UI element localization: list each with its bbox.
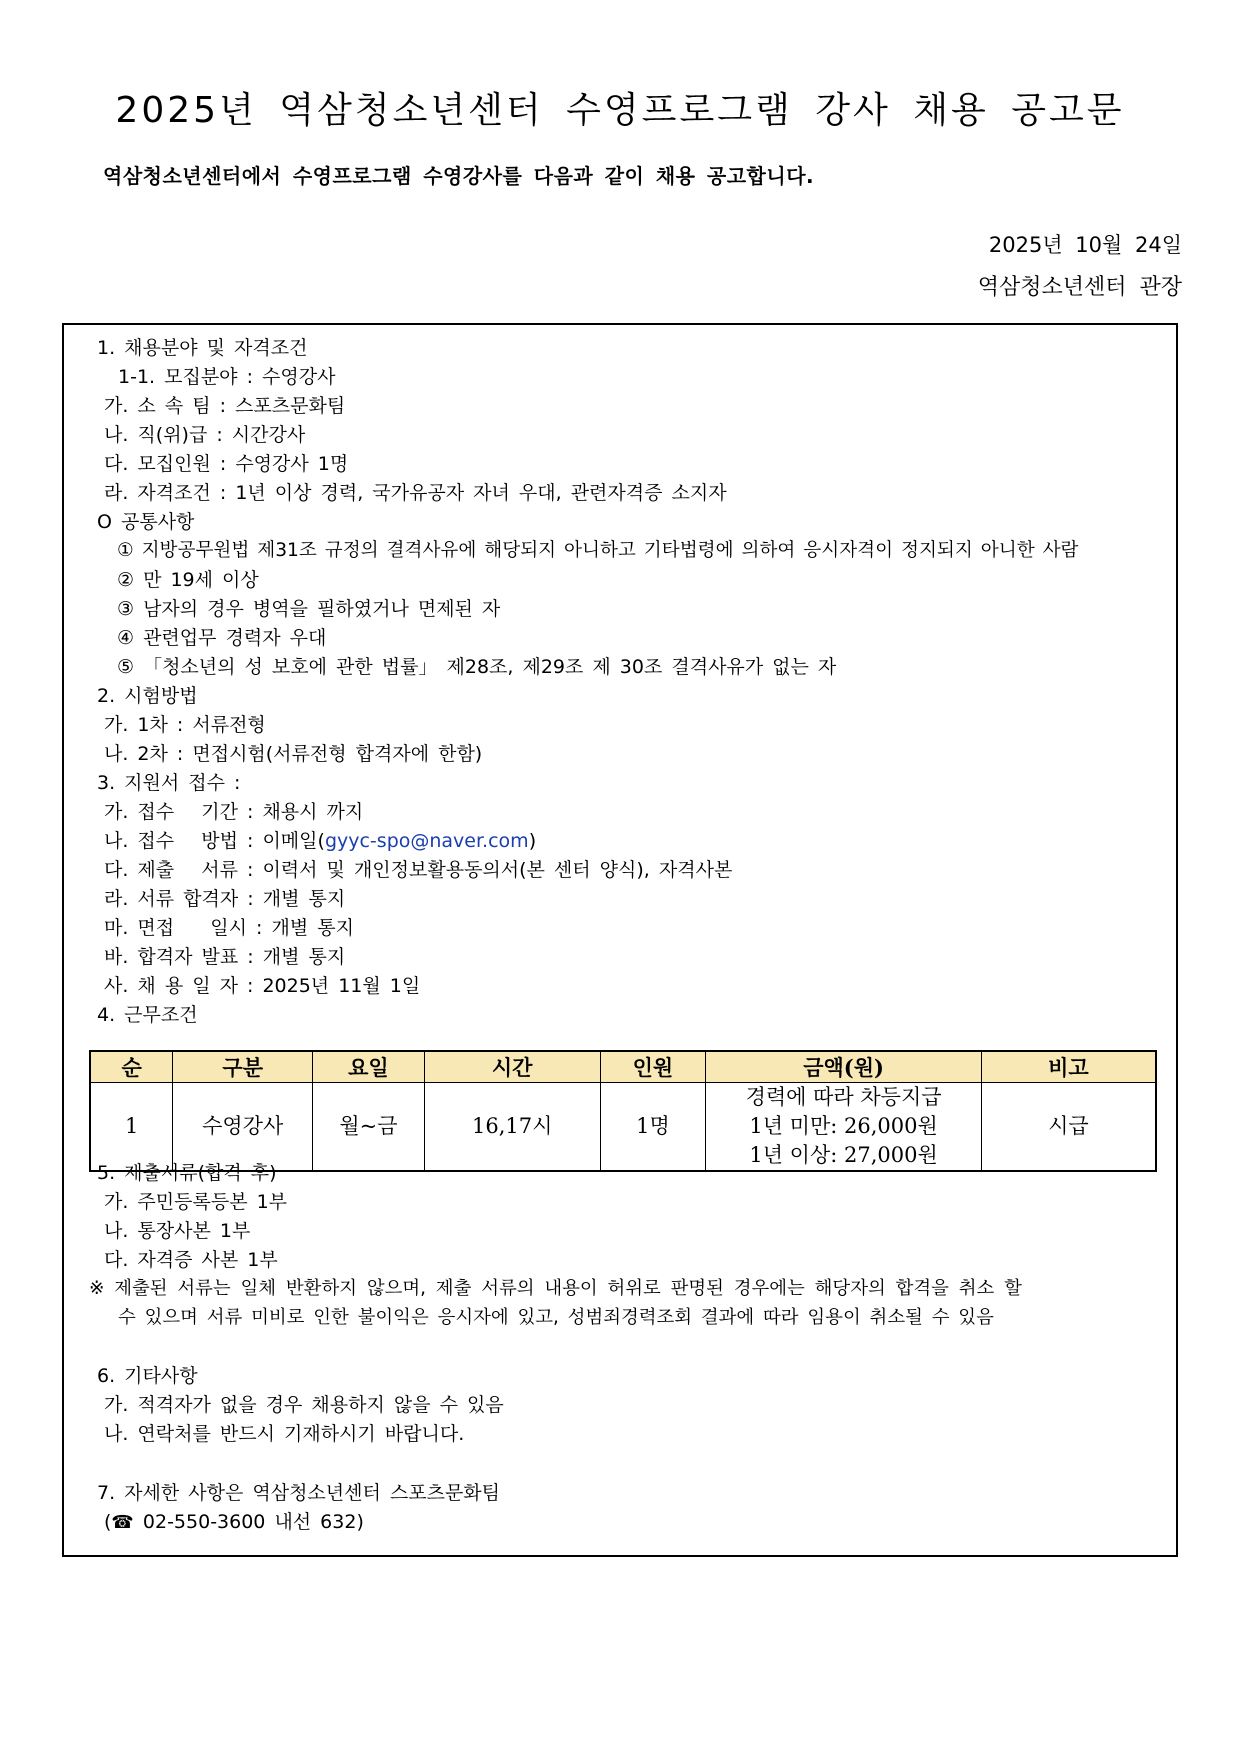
list-item-email	[104, 828, 536, 854]
list-item: 다. 제출 서류 : 이력서 및 개인정보활용동의서(본 센터 양식), 자격사본	[104, 859, 733, 881]
list-item: 나. 2차 : 면접시험(서류전형 합격자에 한함)	[104, 743, 483, 765]
list-item: 가. 적격자가 없을 경우 채용하지 않을 수 있음	[104, 1394, 504, 1416]
list-item: ③ 남자의 경우 병역을 필하였거나 면제된 자	[117, 598, 501, 620]
table-cell-days: 월~금	[313, 1083, 425, 1172]
table-cell-time: 16,17시	[424, 1083, 600, 1172]
list-item: 가. 소 속 팀 : 스포츠문화팀	[104, 395, 346, 417]
list-item: 가. 접수 기간 : 채용시 까지	[104, 801, 364, 823]
table-row	[90, 1083, 1156, 1172]
table-header: 순	[90, 1051, 173, 1083]
intro-text: 역삼청소년센터에서 수영프로그램 수영강사를 다음과 같이 채용 공고합니다.	[103, 164, 815, 188]
email-prefix: 나. 접수 방법 : 이메일(	[104, 830, 325, 852]
list-item: ⑤ 「청소년의 성 보호에 관한 법률」 제28조, 제29조 제 30조 결격사유가 없는 자	[117, 656, 837, 678]
notice-line-1: ※ 제출된 서류는 일체 반환하지 않으며, 제출 서류의 내용이 허위로 판명된 경우에는 해당자의 합격을 취소 할	[89, 1278, 1022, 1299]
table-cell-category: 수영강사	[173, 1083, 313, 1172]
list-item: 나. 연락처를 반드시 기재하시기 바랍니다.	[104, 1423, 465, 1445]
list-item: 다. 자격증 사본 1부	[104, 1249, 278, 1271]
list-item: 나. 통장사본 1부	[104, 1220, 251, 1242]
list-item: 나. 직(위)급 : 시간강사	[104, 424, 306, 446]
list-item: ④ 관련업무 경력자 우대	[117, 627, 327, 649]
phone-number: 02-550-3600 내선 632)	[142, 1511, 364, 1533]
common-heading: O 공통사항	[97, 511, 195, 533]
section-4-heading: 4. 근무조건	[97, 1004, 198, 1026]
list-item: ① 지방공무원법 제31조 규정의 결격사유에 해당되지 아니하고 기타법령에 의하여 응시자격이 정지되지 아니한 사람	[117, 540, 1079, 561]
amount-line: 1년 이상: 27,000원	[749, 1143, 938, 1167]
section-7-heading: 7. 자세한 사항은 역삼청소년센터 스포츠문화팀	[97, 1482, 501, 1504]
email-link[interactable]: gyyc-spo@naver.com	[324, 830, 529, 852]
notice-line-2: 수 있으며 서류 미비로 인한 불이익은 응시자에 있고, 성범죄경력조회 결과에 따라 임용이 취소될 수 있음	[118, 1307, 994, 1328]
section-1-heading: 1. 채용분야 및 자격조건	[97, 337, 308, 359]
list-item: 가. 1차 : 서류전형	[104, 714, 266, 736]
section-2-heading: 2. 시험방법	[97, 685, 198, 707]
paren-open: (	[104, 1511, 112, 1533]
list-item: 다. 모집인원 : 수영강사 1명	[104, 453, 349, 475]
list-item: 라. 자격조건 : 1년 이상 경력, 국가유공자 자녀 우대, 관련자격증 소지자	[104, 482, 727, 504]
table-cell-note: 시급	[981, 1083, 1156, 1172]
list-item: 가. 주민등록등본 1부	[104, 1191, 288, 1213]
table-cell-people: 1명	[600, 1083, 706, 1172]
list-item: ② 만 19세 이상	[117, 569, 259, 591]
table-header: 시간	[424, 1051, 600, 1083]
amount-line: 경력에 따라 차등지급	[745, 1085, 942, 1109]
issuer: 역삼청소년센터 관장	[977, 275, 1182, 300]
table-cell-amount	[706, 1083, 982, 1172]
section-6-heading: 6. 기타사항	[97, 1365, 198, 1387]
section-5-heading: 5. 제출서류(합격 후)	[97, 1162, 277, 1184]
email-suffix: )	[528, 830, 537, 852]
list-item: 라. 서류 합격자 : 개별 통지	[104, 888, 346, 910]
table-header: 비고	[981, 1051, 1156, 1083]
list-item: 마. 면접 일시 : 개별 통지	[104, 917, 354, 939]
announcement-date: 2025년 10월 24일	[988, 233, 1182, 257]
amount-line: 1년 미만: 26,000원	[749, 1114, 938, 1138]
recruit-field: 1-1. 모집분야 : 수영강사	[118, 366, 336, 388]
table-header: 구분	[173, 1051, 313, 1083]
contact-phone	[104, 1509, 364, 1536]
table-cell-no: 1	[90, 1083, 173, 1172]
table-header: 금액(원)	[706, 1051, 982, 1083]
list-item: 사. 채 용 일 자 : 2025년 11월 1일	[104, 975, 421, 997]
table-header-row	[90, 1051, 1156, 1083]
work-conditions-table	[89, 1050, 1157, 1172]
list-item: 바. 합격자 발표 : 개별 통지	[104, 946, 346, 968]
table-header: 인원	[600, 1051, 706, 1083]
section-3-heading: 3. 지원서 접수 :	[97, 772, 241, 794]
page-title: 2025년 역삼청소년센터 수영프로그램 강사 채용 공고문	[115, 90, 1125, 131]
phone-icon: ☎	[111, 1512, 134, 1533]
table-header: 요일	[313, 1051, 425, 1083]
